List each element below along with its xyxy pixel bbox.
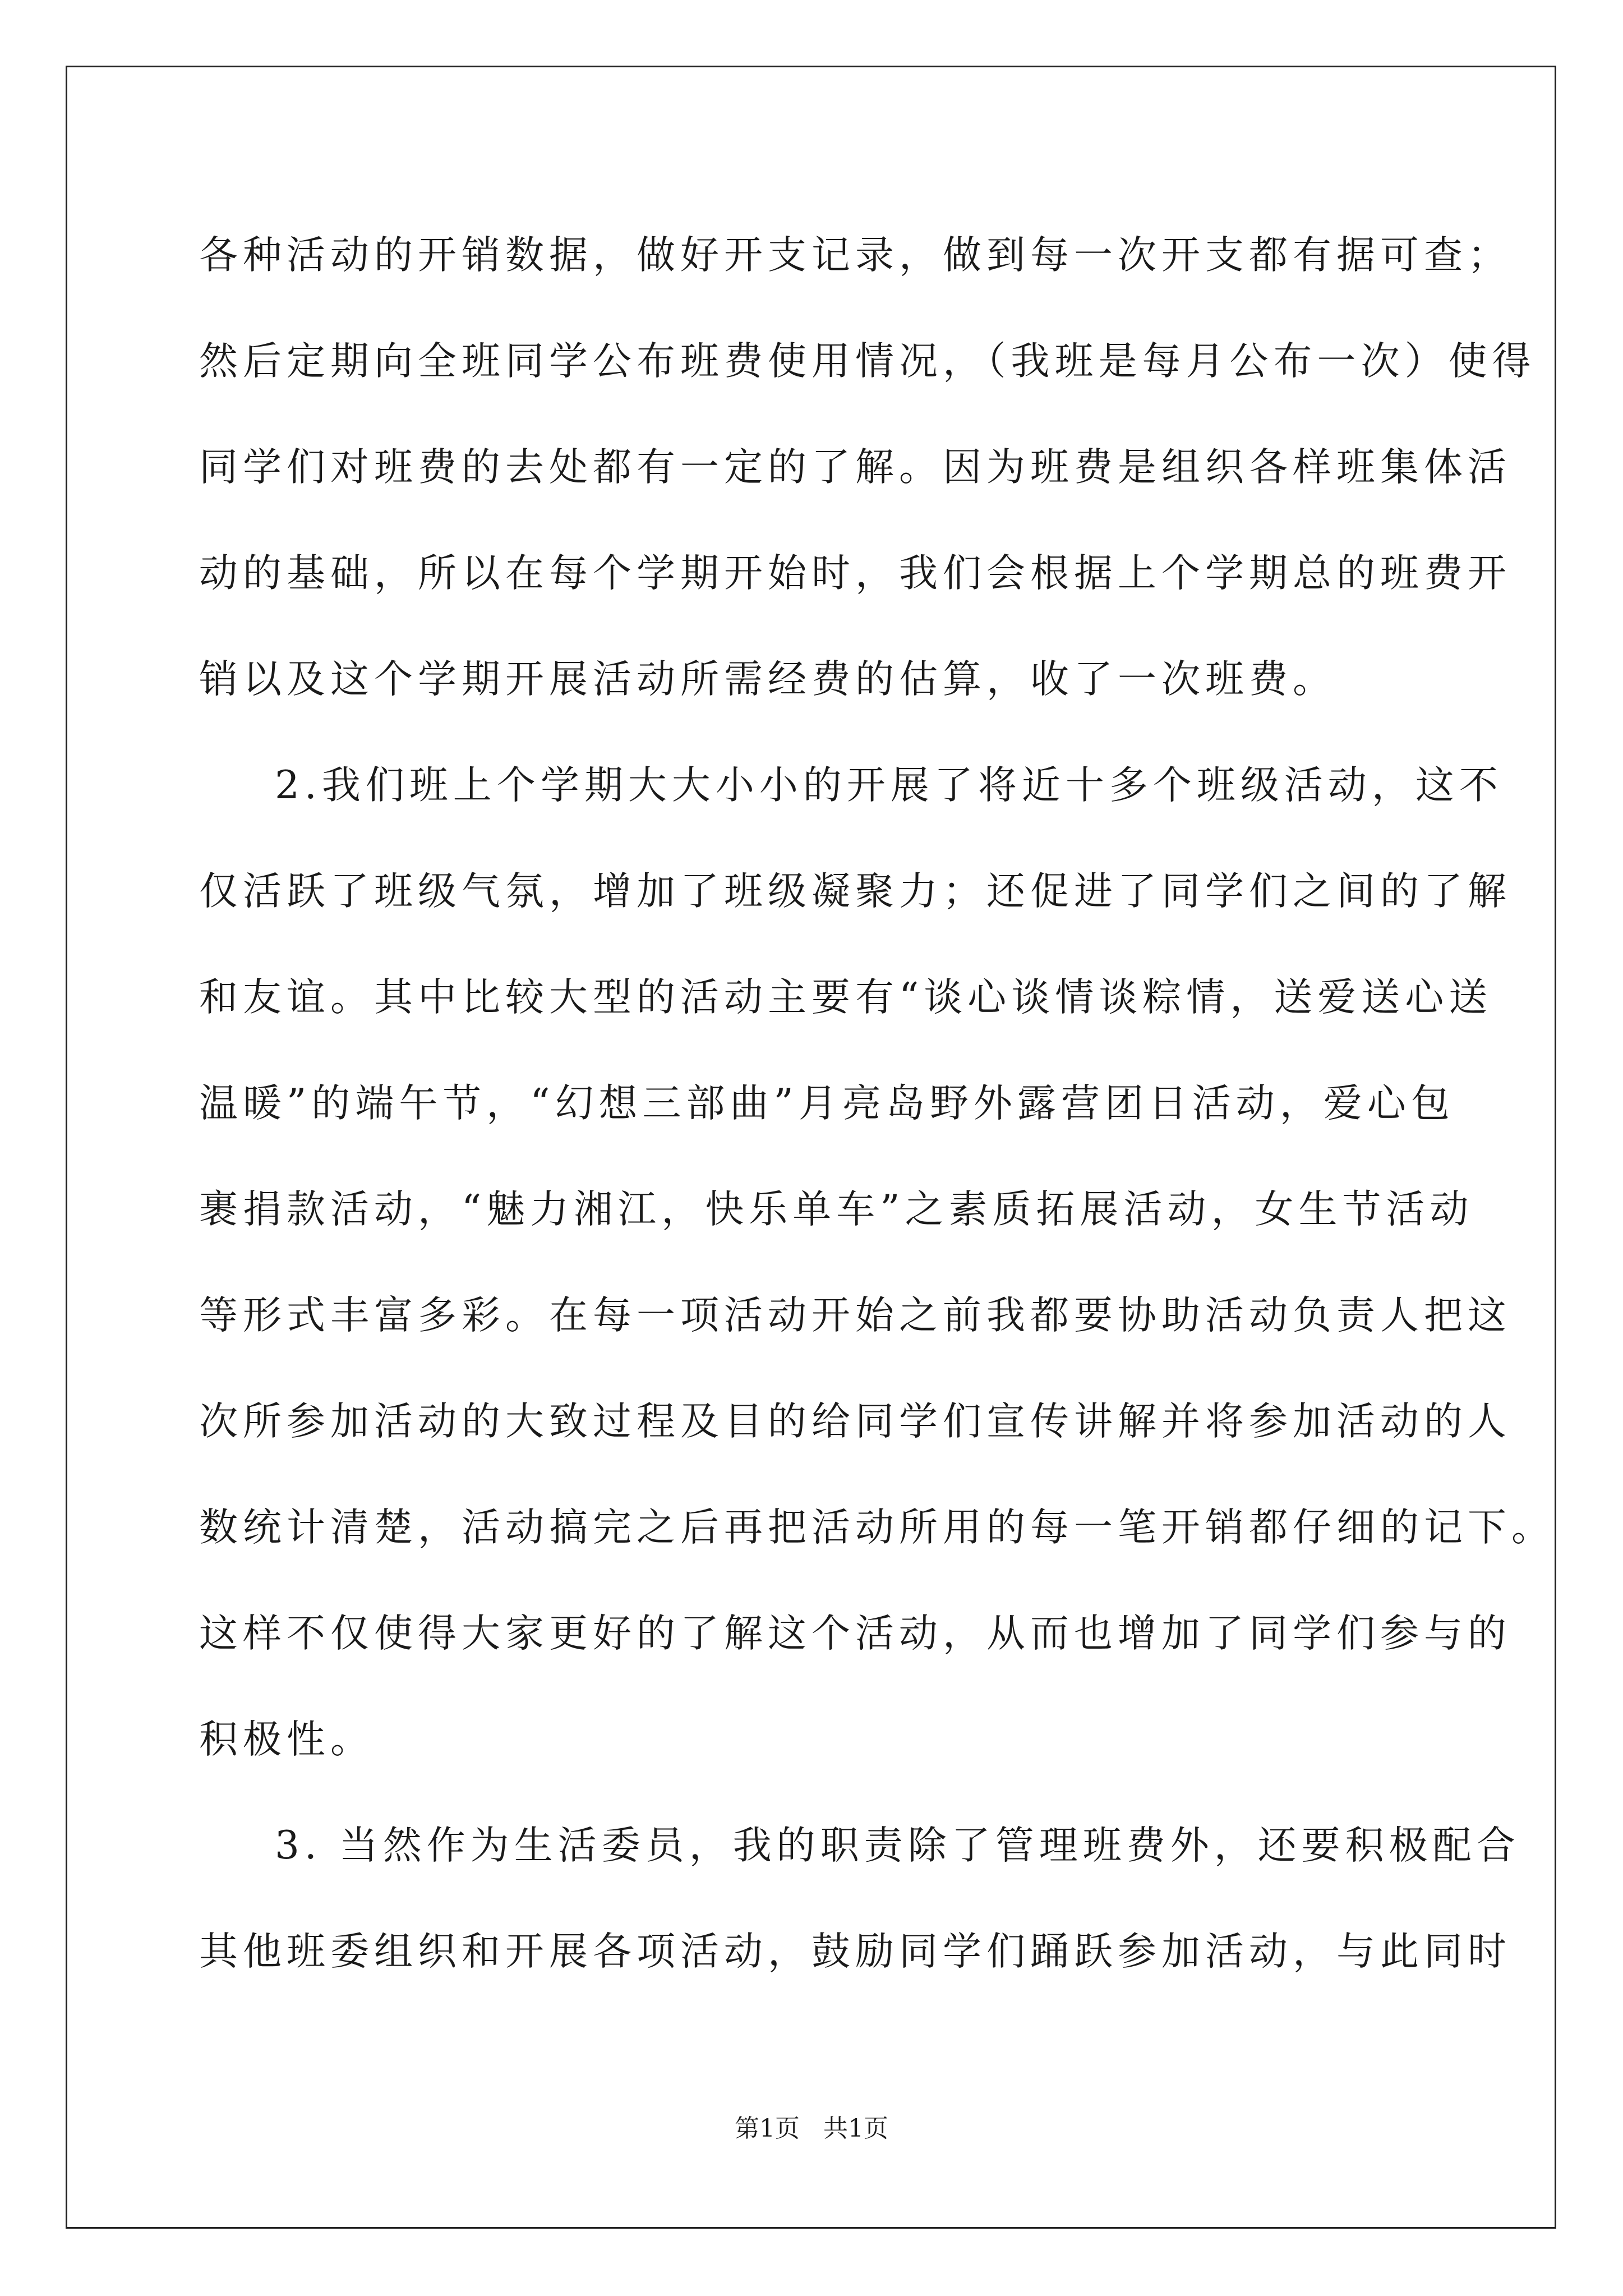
text-line: 温暖”的端午节，“幻想三部曲”月亮岛野外露营团日活动，爱心包	[199, 1081, 1455, 1126]
text-line: 次所参加活动的大致过程及目的给同学们宣传讲解并将参加活动的人	[199, 1399, 1511, 1444]
text-line: 2.我们班上个学期大大小小的开展了将近十多个班级活动，这不	[275, 763, 1503, 808]
text-line: 3. 当然作为生活委员，我的职责除了管理班费外，还要积极配合	[275, 1823, 1520, 1868]
text-line: 这样不仅使得大家更好的了解这个活动，从而也增加了同学们参与的	[199, 1611, 1511, 1656]
text-line: 其他班委组织和开展各项活动，鼓励同学们踊跃参加活动，与此同时	[199, 1929, 1511, 1974]
text-line: 积极性。	[199, 1717, 374, 1762]
text-line: 销以及这个学期开展活动所需经费的估算，收了一次班费。	[199, 657, 1336, 702]
text-line: 等形式丰富多彩。在每一项活动开始之前我都要协助活动负责人把这	[199, 1293, 1511, 1338]
text-line: 同学们对班费的去处都有一定的了解。因为班费是组织各样班集体活	[199, 445, 1511, 490]
text-line: 仅活跃了班级气氛，增加了班级凝聚力；还促进了同学们之间的了解	[199, 869, 1511, 914]
text-line: 裹捐款活动，“魅力湘江，快乐单车”之素质拓展活动，女生节活动	[199, 1187, 1474, 1232]
text-line: 然后定期向全班同学公布班费使用情况，（我班是每月公布一次）使得	[199, 339, 1536, 384]
text-line: 各种活动的开销数据，做好开支记录，做到每一次开支都有据可查；	[199, 233, 1511, 278]
page-border	[66, 66, 1556, 2229]
text-line: 动的基础，所以在每个学期开始时，我们会根据上个学期总的班费开	[199, 551, 1511, 596]
text-line: 数统计清楚，活动搞完之后再把活动所用的每一笔开销都仔细的记下。	[199, 1505, 1555, 1550]
page-footer: 第1页 共1页	[735, 2114, 888, 2143]
text-line: 和友谊。其中比较大型的活动主要有“谈心谈情谈粽情，送爱送心送	[199, 975, 1493, 1020]
